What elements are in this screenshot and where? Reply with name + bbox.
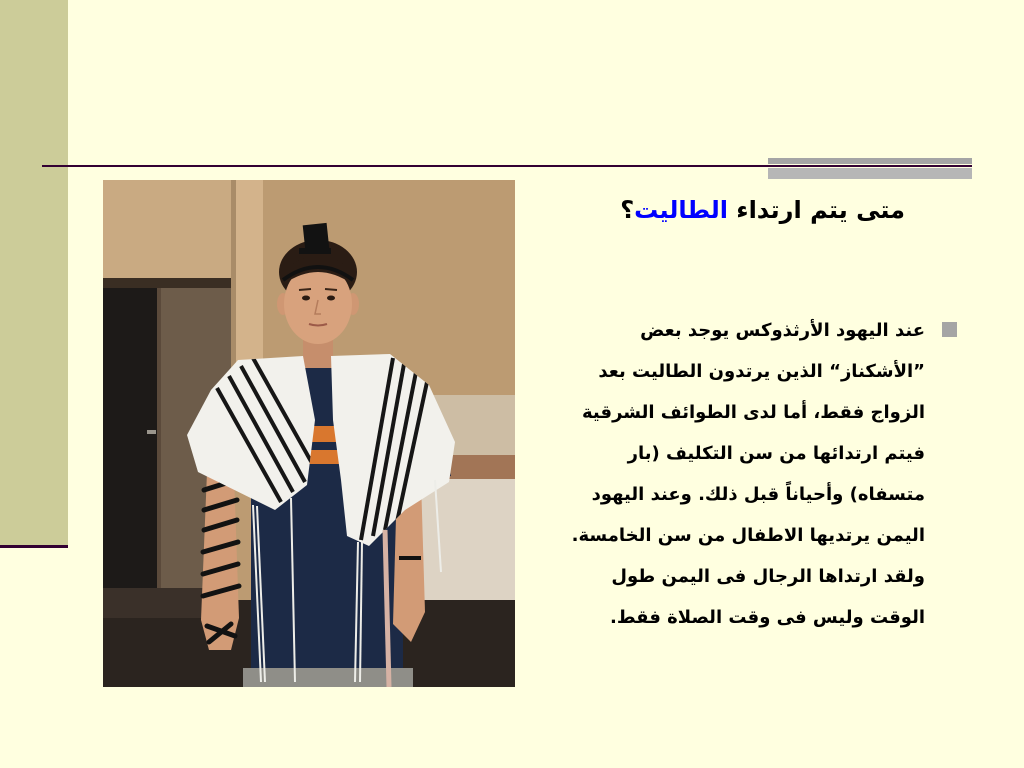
bullet-text-line: اليمن يرتديها الاطفال من سن الخامسة. [571,525,925,546]
header-rule [42,165,972,167]
bullet-text [535,310,925,638]
bullet-text-line: ”الأشكناز“ الذين يرتدون الطاليت بعد [598,361,925,382]
tefillin-head-box [303,223,330,251]
left-eyebrow [299,289,311,290]
left-sidebar-band [0,0,68,545]
sidebar-bottom-rule [0,545,68,548]
bullet-text-line: متسفاه) وأحياناً قبل ذلك. وعند اليهود [591,484,925,505]
right-eye [327,296,335,301]
photo-doorway [103,288,159,618]
slide-photo [103,180,515,687]
wrist-band [399,556,421,560]
square-bullet-icon [942,322,957,337]
title-highlight: الطاليت [634,196,728,224]
title-text: متى يتم ارتداء [727,196,905,224]
bullet-text-line: الوقت وليس فى وقت الصلاة فقط. [610,607,925,628]
accent-bar-bottom [768,168,972,179]
tefillin-head-base [299,248,331,254]
bullet-text-line: ولقد ارتداها الرجال فى اليمن طول [611,566,925,587]
right-eyebrow [325,289,337,290]
bullet-text-line: فيتم ارتدائها من سن التكليف (بار [627,443,925,464]
bullet-text-line: عند اليهود الأرثذوكس يوجد بعض [640,320,925,341]
title-question-mark: ؟ [620,196,635,224]
photo-door-edge [157,288,161,618]
bullet-text-line: الزواج فقط، أما لدى الطوائف الشرقية [582,402,925,423]
photo-door-frame [103,278,235,288]
accent-bar-top [768,158,972,164]
photo-upper-wall [103,180,233,280]
photo-door-handle [147,430,156,434]
left-eye [302,296,310,301]
slide-title [535,192,905,228]
